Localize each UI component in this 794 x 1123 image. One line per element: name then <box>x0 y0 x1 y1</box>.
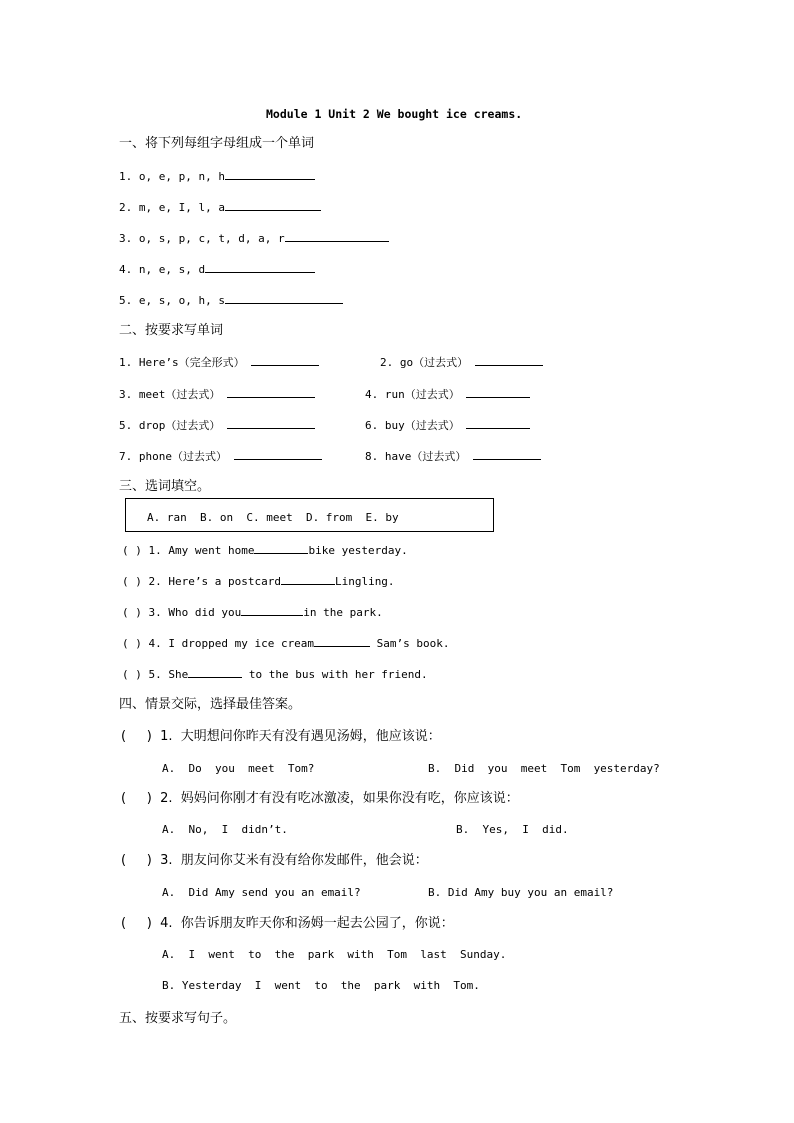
part4-option-b: B. Yesterday I went to the park with Tom. <box>162 979 480 992</box>
part2-item-8 <box>365 448 541 465</box>
part1-item-text: 4. n, e, s, d <box>119 263 206 276</box>
part1-item-text: 2. m, e, I, l, a <box>119 201 225 214</box>
answer-blank[interactable] <box>227 417 315 429</box>
part2-item-text: 8. have（过去式） <box>365 450 467 463</box>
question-text: in the park. <box>303 606 383 619</box>
question-text: ( ) 3. Who did you <box>122 606 242 619</box>
part2-item-5 <box>119 417 315 434</box>
answer-blank[interactable] <box>314 635 370 647</box>
part3-item-2 <box>122 573 395 590</box>
part1-item-text: 5. e, s, o, h, s <box>119 294 225 307</box>
part2-item-text: 1. Here’s（完全形式） <box>119 356 245 369</box>
part1-item-text: 3. o, s, p, c, t, d, a, r <box>119 232 285 245</box>
part3-item-5 <box>122 666 428 683</box>
question-text: to the bus with her friend. <box>242 668 428 681</box>
answer-blank[interactable] <box>225 292 343 304</box>
part1-item-text: 1. o, e, p, n, h <box>119 170 225 183</box>
part4-question-3: ( ) 3. 朋友问你艾米有没有给你发邮件，他会说： <box>121 853 428 868</box>
answer-blank[interactable] <box>285 230 389 242</box>
part4-option-b: B. Yes, I did. <box>456 823 569 836</box>
part2-item-text: 6. buy（过去式） <box>365 419 460 432</box>
question-text: ( ) 2. Here’s a postcard <box>122 575 281 588</box>
part4-option-a: A. Did Amy send you an email? <box>162 886 361 899</box>
part2-item-text: 2. go（过去式） <box>380 356 469 369</box>
part2-item-2 <box>380 354 543 371</box>
answer-blank[interactable] <box>225 199 321 211</box>
answer-blank[interactable] <box>241 604 303 616</box>
part2-item-text: 4. run（过去式） <box>365 388 460 401</box>
part1-item-1 <box>119 168 315 185</box>
answer-blank[interactable] <box>466 386 530 398</box>
part4-option-a: A. I went to the park with Tom last Sunday. <box>162 948 507 961</box>
answer-blank[interactable] <box>473 448 541 460</box>
part4-question-1: ( ) 1. 大明想问你昨天有没有遇见汤姆，他应该说： <box>121 729 441 744</box>
section-heading-5: 五、按要求写句子。 <box>119 1011 237 1026</box>
part3-item-3 <box>122 604 383 621</box>
question-text: bike yesterday. <box>308 544 408 557</box>
answer-blank[interactable] <box>466 417 530 429</box>
part2-item-7 <box>119 448 322 465</box>
question-text: Sam’s book. <box>370 637 450 650</box>
part4-option-a: A. Do you meet Tom? <box>162 762 315 775</box>
answer-blank[interactable] <box>225 168 315 180</box>
part4-option-b: B. Did you meet Tom yesterday? <box>428 762 660 775</box>
part2-item-4 <box>365 386 530 403</box>
section-heading-1: 一、将下列每组字母组成一个单词 <box>119 136 315 151</box>
section-heading-2: 二、按要求写单词 <box>119 323 224 338</box>
answer-blank[interactable] <box>254 542 308 554</box>
question-text: Lingling. <box>334 575 395 588</box>
part4-question-4: ( ) 4. 你告诉朋友昨天你和汤姆一起去公园了，你说： <box>121 916 454 931</box>
part2-item-3 <box>119 386 315 403</box>
word-bank-options: A. ran B. on C. meet D. from E. by <box>147 511 399 524</box>
part4-option-a: A. No, I didn’t. <box>162 823 288 836</box>
answer-blank[interactable] <box>188 666 242 678</box>
section-heading-3: 三、选词填空。 <box>119 479 211 494</box>
page-title: Module 1 Unit 2 We bought ice creams. <box>266 107 523 121</box>
part2-item-1 <box>119 354 319 371</box>
question-text: ( ) 5. She <box>122 668 189 681</box>
section-heading-4: 四、情景交际，选择最佳答案。 <box>119 697 302 712</box>
part1-item-3 <box>119 230 389 247</box>
answer-blank[interactable] <box>234 448 322 460</box>
part1-item-5 <box>119 292 343 309</box>
part2-item-text: 5. drop（过去式） <box>119 419 221 432</box>
part1-item-2 <box>119 199 321 216</box>
part3-item-4 <box>122 635 450 652</box>
question-text: ( ) 4. I dropped my ice cream <box>122 637 315 650</box>
part2-item-6 <box>365 417 530 434</box>
answer-blank[interactable] <box>205 261 315 273</box>
answer-blank[interactable] <box>475 354 543 366</box>
part4-option-b: B. Did Amy buy you an email? <box>428 886 614 899</box>
part1-item-4 <box>119 261 315 278</box>
answer-blank[interactable] <box>251 354 319 366</box>
part4-question-2: ( ) 2. 妈妈问你刚才有没有吃冰激凌，如果你没有吃，你应该说： <box>121 791 519 806</box>
part2-item-text: 3. meet（过去式） <box>119 388 221 401</box>
answer-blank[interactable] <box>281 573 335 585</box>
answer-blank[interactable] <box>227 386 315 398</box>
question-text: ( ) 1. Amy went home <box>122 544 255 557</box>
part2-item-text: 7. phone（过去式） <box>119 450 227 463</box>
part3-item-1 <box>122 542 408 559</box>
